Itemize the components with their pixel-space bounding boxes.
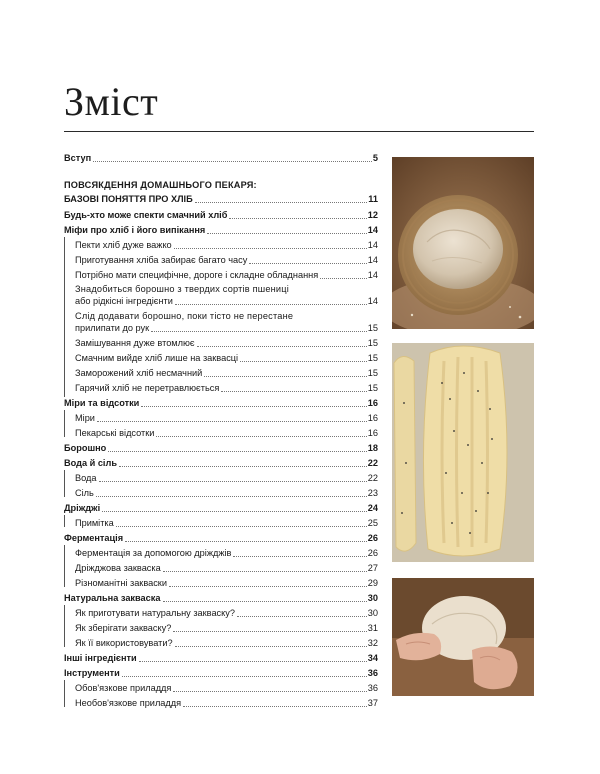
toc-entry[interactable]: Інші інгредієнти 34 xyxy=(64,653,378,663)
toc-subentry[interactable]: Приготування хліба забирає багато часу 14 xyxy=(75,255,378,265)
title-divider xyxy=(64,131,534,132)
toc-subentry[interactable]: Як зберігати закваску? 31 xyxy=(75,623,378,633)
toc-subentry[interactable]: Заморожений хліб несмачний 15 xyxy=(75,368,378,378)
toc-subentry[interactable]: Замішування дуже втомлює 15 xyxy=(75,338,378,348)
toc-subentry[interactable]: Потрібно мати специфічне, дороге і складне обладнання 14 xyxy=(75,270,378,280)
toc-entry[interactable]: Борошно 18 xyxy=(64,443,378,453)
toc-subentry[interactable]: Примітка 25 xyxy=(75,518,378,528)
toc-entry-section[interactable] xyxy=(64,194,378,205)
page-title: Зміст xyxy=(64,79,159,124)
toc-subentry[interactable]: Необов'язкове приладдя 37 xyxy=(75,698,378,708)
flatbread-photo xyxy=(392,343,534,562)
toc-subentry[interactable]: Як її використовувати? 32 xyxy=(75,638,378,648)
toc-entry[interactable]: Вода й сіль 22 xyxy=(64,458,378,468)
toc-page: 11 xyxy=(368,194,378,204)
toc-entry[interactable]: Міри та відсотки 16 xyxy=(64,398,378,408)
toc-subentry[interactable]: Міри 16 xyxy=(75,413,378,423)
toc-subentry[interactable]: прилипати до рук 15 xyxy=(75,323,378,333)
toc-page: 5 xyxy=(372,153,378,163)
toc-entry[interactable]: Будь-хто може спекти смачний хліб 12 xyxy=(64,210,378,220)
toc-subentry[interactable]: Сіль 23 xyxy=(75,488,378,498)
toc-subentry[interactable]: або рідкісні інгредієнти 14 xyxy=(75,296,378,306)
toc-subentry-line1: Знадобиться борошно з твердих сортів пшениці xyxy=(75,284,289,294)
toc-subentry[interactable]: Пекти хліб дуже важко 14 xyxy=(75,240,378,250)
toc-subentry[interactable]: Пекарські відсотки 16 xyxy=(75,428,378,438)
toc-entry[interactable]: Міфи про хліб і його випікання 14 xyxy=(64,225,378,235)
toc-entry[interactable]: Натуральна закваска 30 xyxy=(64,593,378,603)
toc-entry[interactable]: Дріжджі 24 xyxy=(64,503,378,513)
toc-entry[interactable]: Ферментація 26 xyxy=(64,533,378,543)
section-heading: ПОВСЯКДЕННЯ ДОМАШНЬОГО ПЕКАРЯ: xyxy=(64,180,257,190)
toc-subentry[interactable]: Як приготувати натуральну закваску? 30 xyxy=(75,608,378,618)
toc-label: БАЗОВІ ПОНЯТТЯ ПРО ХЛІБ xyxy=(64,194,193,204)
toc-subentry[interactable]: Гарячий хліб не перетравлюється 15 xyxy=(75,383,378,393)
dough-basket-photo xyxy=(392,157,534,329)
toc-subentry[interactable]: Ферментація за допомогою дріжджів 26 xyxy=(75,548,378,558)
toc-subentry[interactable]: Обов'язкове приладдя 36 xyxy=(75,683,378,693)
toc-subentry[interactable]: Вода 22 xyxy=(75,473,378,483)
toc-subentry[interactable]: Дріжджова закваска 27 xyxy=(75,563,378,573)
toc-subentry[interactable]: Різноманітні закваски 29 xyxy=(75,578,378,588)
kneading-photo xyxy=(392,578,534,696)
toc-entry-intro[interactable] xyxy=(64,153,378,164)
toc-entry[interactable]: Інструменти 36 xyxy=(64,668,378,678)
toc-label: Вступ xyxy=(64,153,92,163)
toc-subentry[interactable]: Смачним вийде хліб лише на заквасці 15 xyxy=(75,353,378,363)
toc-subentry-line1: Слід додавати борошно, поки тісто не перестане xyxy=(75,311,294,321)
